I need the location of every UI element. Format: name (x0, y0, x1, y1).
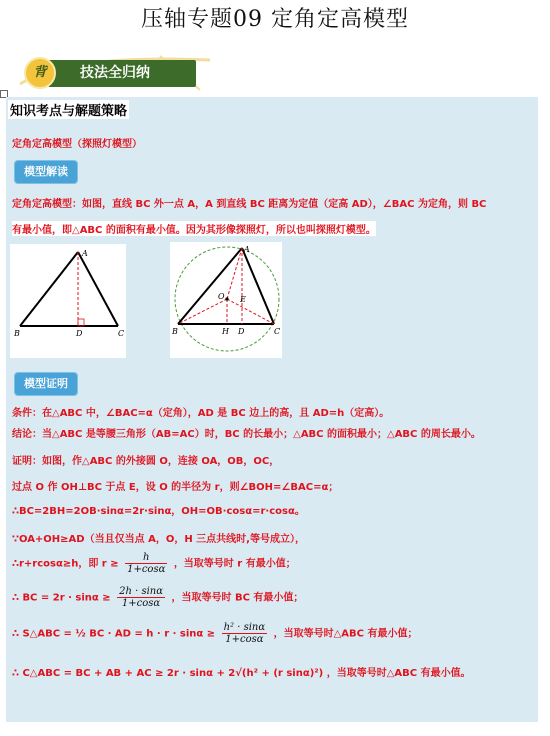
triangle-diagram (10, 244, 126, 358)
model-name: 定角定高模型（探照灯模型） (12, 139, 142, 150)
section-banner (10, 54, 230, 94)
figure-circle (170, 242, 282, 358)
proof-line-7-rhs: ，当取等号时△ABC 有最小值； (273, 628, 418, 640)
fraction-r-num: h (125, 552, 167, 564)
proof-line-5 (12, 552, 296, 575)
label-h: H (222, 327, 229, 336)
proof-line-2: 过点 O 作 OH⊥BC 于点 E，设 O 的半径为 r，则∠BOH=∠BAC=α； (12, 482, 339, 493)
proof-line-6-rhs: ，当取等号时 BC 有最小值； (171, 592, 304, 604)
badge-icon: 背 (24, 57, 56, 89)
circumcircle-diagram (170, 242, 282, 358)
proof-line-5-lhs: ∴r+rcosα≥h，即 r ≥ (12, 558, 119, 570)
label-b: B (14, 329, 20, 338)
fraction-area-num: h² · sinα (223, 622, 266, 633)
label-e: E (240, 295, 246, 304)
proof-condition: 条件：在△ABC 中，∠BAC=α（定角），AD 是 BC 边上的高，且 AD=h（定高）。 (12, 408, 390, 419)
proof-line-5-rhs: ，当取等号时 r 有最小值； (173, 558, 296, 570)
proof-line-8-lhs: ∴ C△ABC = BC + AB + AC ≥ 2r · sinα + 2√(h² + (r sinα)²) (12, 668, 324, 679)
section-heading: 知识考点与解题策略 (8, 100, 129, 119)
pill-interpret: 模型解读 (14, 160, 78, 184)
page-title: 压轴专题09 定角定高模型 (141, 7, 409, 32)
proof-line-4: ∵OA+OH≥AD（当且仅当点 A，O，H 三点共线时,等号成立）， (12, 534, 305, 545)
interpret-line-1: 定角定高模型：如图，直线 BC 外一点 A，A 到直线 BC 距离为定值（定高 AD），∠BAC 为定角，则 BC (12, 199, 487, 210)
proof-conclusion: 结论：当△ABC 是等腰三角形（AB=AC）时，BC 的长最小；△ABC 的面积最小；△ABC 的周长最小。 (12, 429, 481, 440)
fraction-bc-num: 2h · sinα (119, 586, 163, 597)
banner-label: 技法全归纳 (48, 60, 196, 87)
pill-proof: 模型证明 (14, 372, 78, 396)
label-c2: C (274, 327, 281, 336)
interpret-line-2: 有最小值，即△ABC 的面积有最小值。因为其形像探照灯，所以也叫探照灯模型。 (12, 221, 376, 236)
proof-line-7 (12, 622, 417, 645)
label-d: D (76, 329, 83, 338)
fraction-r-den: 1+cosα (127, 564, 166, 575)
label-a2: A (244, 245, 250, 254)
fraction-area-den: 1+cosα (225, 634, 264, 645)
proof-line-6-lhs: ∴ BC = 2r · sinα ≥ (12, 592, 111, 604)
label-o: O (218, 292, 225, 301)
proof-line-8 (12, 664, 471, 679)
figure-triangle (10, 244, 126, 358)
label-c: C (118, 329, 125, 338)
fraction-area (222, 622, 268, 645)
label-d2: D (238, 327, 245, 336)
proof-line-7-lhs: ∴ S△ABC = ½ BC · AD = h · r · sinα ≥ (12, 628, 216, 640)
proof-line-8-rhs: ，当取等号时△ABC 有最小值。 (326, 668, 471, 679)
proof-line-1: 证明：如图，作△ABC 的外接圆 O，连接 OA，OB，OC， (12, 456, 280, 467)
proof-line-6 (12, 586, 303, 609)
proof-line-3: ∴BC=2BH=2OB·sinα=2r·sinα，OH=OB·cosα=r·cosα。 (12, 506, 305, 517)
fraction-bc (117, 586, 165, 609)
label-a: A (82, 249, 88, 258)
fraction-bc-den: 1+cosα (121, 598, 161, 609)
fraction-r (125, 552, 167, 575)
label-b2: B (172, 327, 178, 336)
